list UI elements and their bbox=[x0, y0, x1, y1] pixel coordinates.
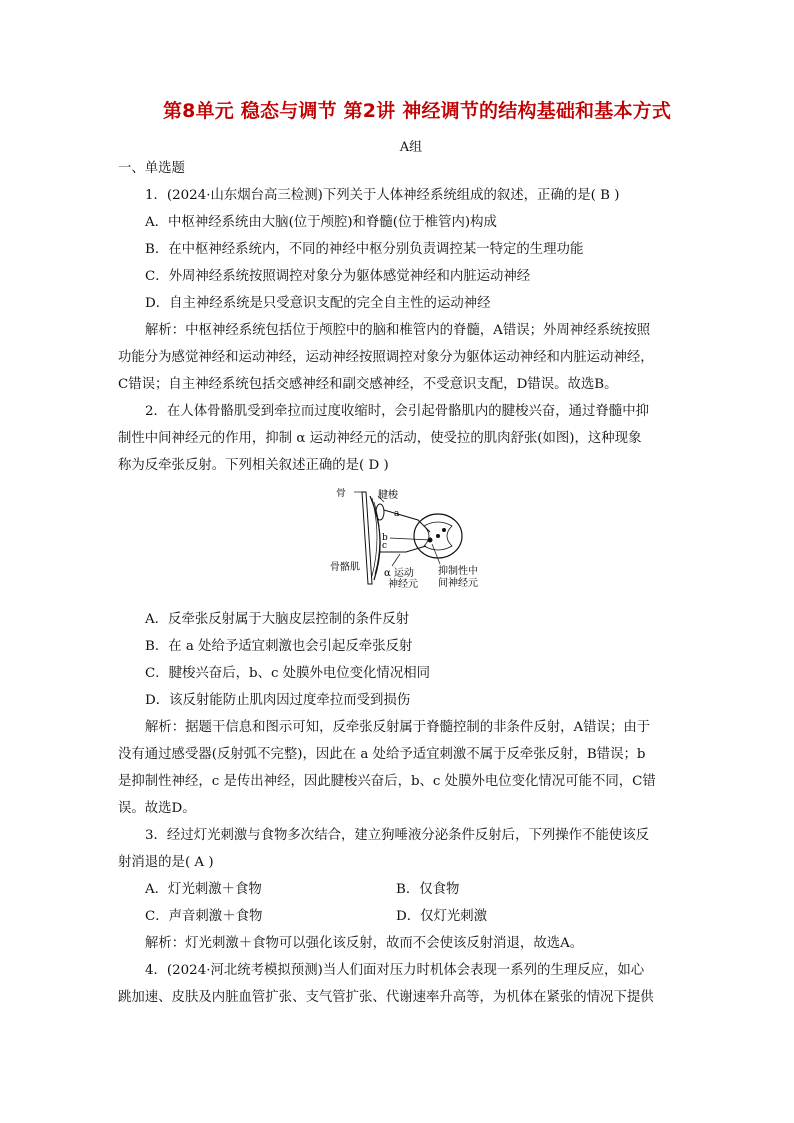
group-label: A组 bbox=[399, 140, 423, 155]
q2-explanation-2: 没有通过感受器(反射弧不完整)，因此在 a 处给予适宜刺激不属于反牵张反射，B错误；b bbox=[118, 747, 646, 762]
bone-shape bbox=[362, 492, 372, 584]
q2-stem-3: 称为反牵张反射。下列相关叙述正确的是( D ) bbox=[118, 458, 389, 473]
q1-explanation-1: 解析：中枢神经系统包括位于颅腔中的脑和椎管内的脊髓，A错误；外周神经系统按照 bbox=[145, 323, 651, 338]
q4-stem-2: 跳加速、皮肤及内脏血管扩张、支气管扩张、代谢速率升高等，为机体在紧张的情况下提供 bbox=[118, 990, 654, 1005]
q1-stem: 1．(2024·山东烟台高三检测)下列关于人体神经系统组成的叙述，正确的是( B ) bbox=[145, 188, 620, 203]
q2-explanation-4: 误。故选D。 bbox=[118, 801, 196, 816]
page-title: 第8单元 稳态与调节 第2讲 神经调节的结构基础和基本方式 bbox=[162, 100, 672, 122]
q2-option-d: D．该反射能防止肌肉因过度牵拉而受到损伤 bbox=[145, 693, 411, 708]
afferent-fiber bbox=[384, 510, 430, 532]
label-bone: 骨 bbox=[336, 488, 346, 499]
label-muscle: 骨骼肌 bbox=[330, 562, 360, 573]
label-inhibitory-2: 间神经元 bbox=[438, 578, 478, 588]
label-alpha-1: α 运动 bbox=[384, 568, 414, 579]
q1-option-b: B．在中枢神经系统内，不同的神经中枢分别负责调控某一特定的生理功能 bbox=[145, 242, 584, 257]
q2-option-c: C．腱梭兴奋后，b、c 处膜外电位变化情况相同 bbox=[145, 666, 430, 681]
label-c: c bbox=[382, 541, 388, 551]
label-alpha-2: 神经元 bbox=[388, 579, 418, 588]
q3-stem-2: 射消退的是( A ) bbox=[118, 855, 214, 870]
q1-option-c: C．外周神经系统按照调控对象分为躯体感觉神经和内脏运动神经 bbox=[145, 269, 531, 284]
q1-explanation-2: 功能分为感觉神经和运动神经，运动神经按照调控对象分为躯体运动神经和内脏运动神经， bbox=[118, 350, 654, 365]
label-inhibitory-1: 抑制性中 bbox=[438, 566, 478, 577]
label-b: b bbox=[382, 533, 388, 543]
q2-option-a: A．反牵张反射属于大脑皮层控制的条件反射 bbox=[145, 612, 410, 627]
label-spindle: 腱梭 bbox=[378, 490, 398, 501]
muscle-shape bbox=[370, 496, 380, 580]
q2-explanation-1: 解析：据题干信息和图示可知，反牵张反射属于脊髓控制的非条件反射，A错误；由于 bbox=[145, 720, 651, 735]
q3-option-d: D．仅灯光刺激 bbox=[396, 909, 488, 924]
spindle-shape bbox=[376, 504, 384, 520]
label-a: a bbox=[394, 509, 400, 519]
q1-option-a: A．中枢神经系统由大脑(位于颅腔)和脊髓(位于椎管内)构成 bbox=[145, 215, 497, 230]
q2-stem-1: 2．在人体骨骼肌受到牵拉而过度收缩时，会引起骨骼肌内的腱梭兴奋，通过脊髓中抑 bbox=[145, 404, 649, 419]
q2-option-b: B．在 a 处给予适宜刺激也会引起反牵张反射 bbox=[145, 639, 413, 654]
q1-explanation-3: C错误；自主神经系统包括交感神经和副交感神经，不受意识支配，D错误。故选B。 bbox=[118, 377, 618, 392]
q3-explanation: 解析：灯光刺激＋食物可以强化该反射，故而不会使该反射消退，故选A。 bbox=[145, 936, 584, 951]
q3-option-c: C．声音刺激＋食物 bbox=[145, 909, 263, 924]
q2-explanation-3: 是抑制性神经，c 是传出神经，因此腱梭兴奋后，b、c 处膜外电位变化情况可能不同，C错 bbox=[118, 774, 656, 789]
q2-stem-2: 制性中间神经元的作用，抑制 α 运动神经元的活动，使受拉的肌肉舒张(如图)，这种现象 bbox=[118, 431, 642, 446]
q3-option-a: A．灯光刺激＋食物 bbox=[145, 882, 262, 897]
q3-stem-1: 3．经过灯光刺激与食物多次结合，建立狗唾液分泌条件反射后，下列操作不能使该反 bbox=[145, 828, 649, 843]
reflex-diagram bbox=[330, 488, 510, 588]
reflex-diagram-svg bbox=[330, 488, 510, 588]
q4-stem-1: 4．(2024·河北统考模拟预测)当人们面对压力时机体会表现一系列的生理反应，如心 bbox=[145, 963, 645, 978]
section-heading: 一、单选题 bbox=[118, 161, 185, 176]
q1-option-d: D．自主神经系统是只受意识支配的完全自主性的运动神经 bbox=[145, 296, 491, 311]
q3-option-b: B．仅食物 bbox=[396, 882, 460, 897]
